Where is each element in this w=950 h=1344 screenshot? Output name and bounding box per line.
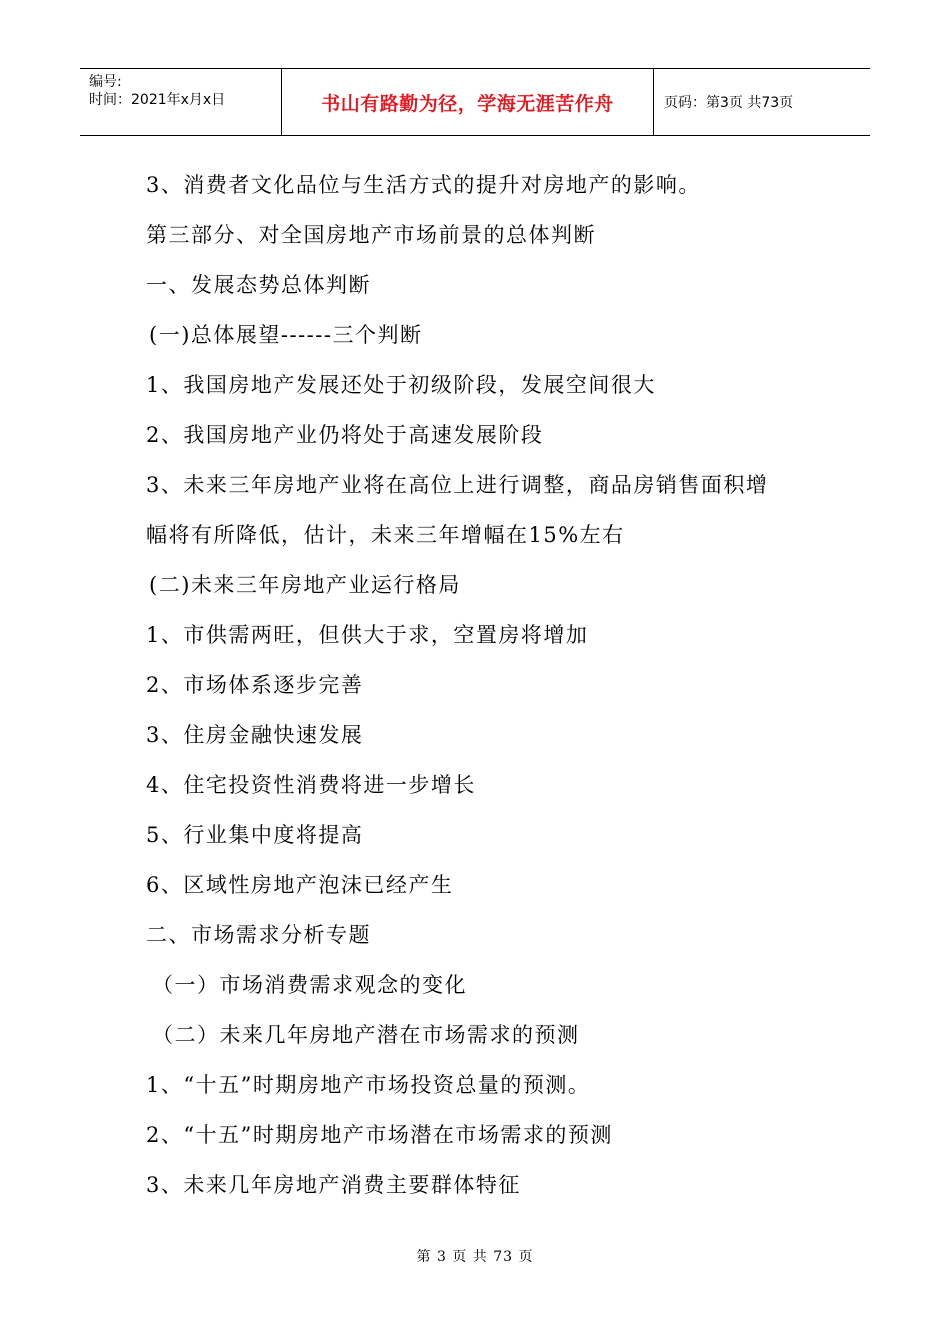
body-line: 3、未来几年房地产消费主要群体特征 — [146, 1173, 521, 1197]
body-line: 一、发展态势总体判断 — [146, 273, 371, 297]
body-line: 3、未来三年房地产业将在高位上进行调整，商品房销售面积增 — [146, 473, 769, 497]
body-line: 5、行业集中度将提高 — [146, 823, 364, 847]
motto-text: 书山有路勤为径，学海无涯苦作舟 — [321, 92, 614, 115]
body-line: （二）未来几年房地产潜在市场需求的预测 — [152, 1023, 580, 1047]
body-line: （一）市场消费需求观念的变化 — [152, 973, 467, 997]
header-motto-cell — [282, 69, 654, 135]
section-heading: 第三部分、对全国房地产市场前景的总体判断 — [146, 223, 596, 247]
body-line: 2、市场体系逐步完善 — [146, 673, 364, 697]
body-line: 3、住房金融快速发展 — [146, 723, 364, 747]
body-line: (二)未来三年房地产业运行格局 — [149, 573, 461, 597]
body-line: 1、“十五”时期房地产市场投资总量的预测。 — [146, 1073, 591, 1097]
document-body — [146, 160, 826, 1210]
body-line: 1、市供需两旺，但供大于求，空置房将增加 — [146, 623, 589, 647]
date-label: 时间：2021年x月x日 — [89, 92, 226, 108]
page-footer: 第 3 页 共 73 页 — [416, 1249, 534, 1265]
body-line: 1、我国房地产发展还处于初级阶段，发展空间很大 — [146, 373, 656, 397]
body-line: 6、区域性房地产泡沫已经产生 — [146, 873, 454, 897]
body-line: 2、我国房地产业仍将处于高速发展阶段 — [146, 423, 544, 447]
header-page-cell — [654, 69, 870, 135]
page-header — [80, 68, 870, 136]
serial-number-label: 编号: — [89, 74, 122, 90]
header-meta-cell — [80, 69, 282, 135]
body-line: 幅将有所降低，估计，未来三年增幅在15%左右 — [146, 523, 625, 547]
page-info: 页码：第3页 共73页 — [664, 95, 794, 111]
body-line: 2、“十五”时期房地产市场潜在市场需求的预测 — [146, 1123, 613, 1147]
body-line: 二、市场需求分析专题 — [146, 923, 371, 947]
body-line: 3、消费者文化品位与生活方式的提升对房地产的影响。 — [146, 173, 701, 197]
body-line: 4、住宅投资性消费将进一步增长 — [146, 773, 476, 797]
body-line: (一)总体展望------三个判断 — [149, 323, 423, 347]
